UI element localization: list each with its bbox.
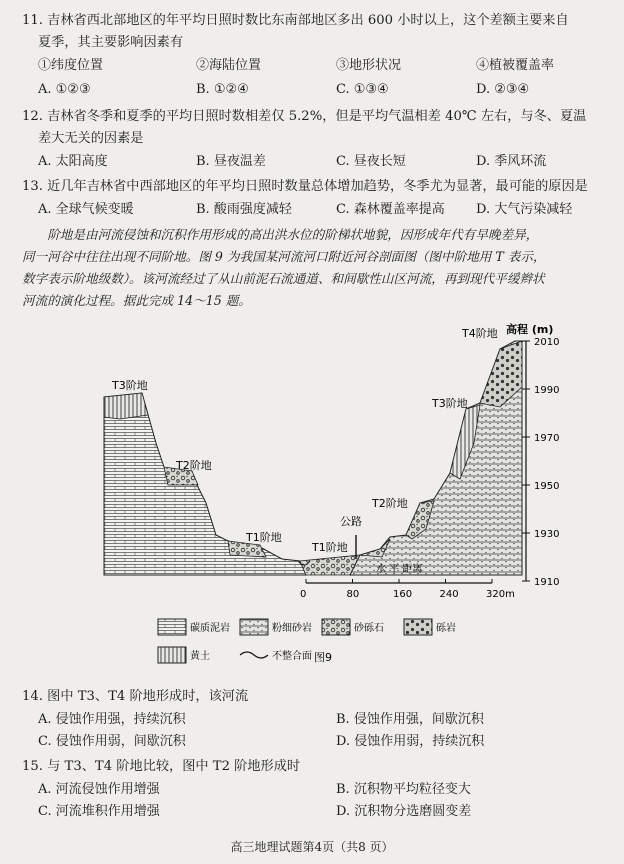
distance-tick-label: 80: [346, 589, 360, 600]
elevation-axis-title: 高程 (m): [506, 323, 554, 336]
passage-line3: 数字表示阶地级数）。该河流经过了从山前泥石流通道、和间歇性山区河流，再到现代平缓辫状: [22, 271, 545, 286]
q15-stem: 15. 与 T3、T4 阶地比较，图中 T2 阶地形成时: [22, 759, 301, 774]
q12-option-d[interactable]: D. 季风环流: [476, 154, 547, 169]
figure-legend: [158, 619, 456, 664]
distance-tick-label: 160: [393, 589, 413, 600]
q14-option-c[interactable]: C. 侵蚀作用弱，间歇沉积: [38, 734, 186, 749]
reading-passage: [22, 224, 607, 312]
distance-tick-label: 320m: [486, 589, 515, 600]
q11-stem: [22, 10, 607, 54]
q12-stem-line2: 差大无关的因素是: [38, 131, 144, 146]
q12-option-a[interactable]: A. 太阳高度: [38, 154, 108, 169]
q11-factor-2: ②海陆位置: [196, 58, 262, 73]
q13-option-b[interactable]: B. 酸雨强度减轻: [196, 202, 292, 217]
q13-option-a[interactable]: A. 全球气候变暖: [38, 202, 134, 217]
label-t4: T4阶地: [462, 327, 498, 340]
elevation-ticks: [522, 337, 559, 588]
elevation-tick-label: 1990: [534, 385, 560, 396]
q13-option-d[interactable]: D. 大气污染减轻: [476, 202, 573, 217]
figure-9-valley-profile: [60, 323, 580, 683]
distance-tick-label: 0: [300, 589, 307, 600]
legend-swatch-siltstone: [240, 619, 268, 635]
elevation-tick-label: 1950: [534, 481, 560, 492]
label-t3-right: T3阶地: [432, 397, 468, 410]
label-t1-right: T1阶地: [312, 541, 348, 554]
legend-swatch-shale: [158, 619, 186, 635]
q14-option-d[interactable]: D. 侵蚀作用弱，持续沉积: [336, 734, 485, 749]
q11-option-c[interactable]: C. ①③④: [336, 82, 389, 97]
distance-axis-title: 水 平 距离: [376, 564, 423, 575]
q15-option-b[interactable]: B. 沉积物平均粒径变大: [336, 782, 471, 797]
q11-factor-3: ③地形状况: [336, 58, 402, 73]
label-t2-right: T2阶地: [372, 497, 408, 510]
label-t2-left: T2阶地: [176, 459, 212, 472]
q15-option-d[interactable]: D. 沉积物分选磨圆变差: [336, 804, 472, 819]
passage-line1: 阶地是由河流侵蚀和沉积作用形成的高出洪水位的阶梯状地貌，因形成年代有早晚差异，: [47, 227, 539, 242]
legend-label-gravel: 砂砾石: [354, 623, 384, 634]
legend-swatch-gravel: [322, 619, 350, 635]
legend-label-shale: 碳质泥岩: [190, 623, 230, 634]
legend-label-loess: 黄土: [190, 651, 210, 662]
q14-option-a[interactable]: A. 侵蚀作用强，持续沉积: [38, 712, 186, 727]
legend-swatch-loess: [158, 647, 186, 663]
q14-option-b[interactable]: B. 侵蚀作用强，间歇沉积: [336, 712, 484, 727]
q12-option-b[interactable]: B. 昼夜温差: [196, 154, 266, 169]
label-road: 公路: [340, 515, 362, 528]
q15-option-c[interactable]: C. 河流堆积作用增强: [38, 804, 160, 819]
elevation-tick-label: 1930: [534, 529, 560, 540]
legend-label-unconformity: 不整合面: [272, 651, 312, 662]
passage-line2: 同一河谷中往往出现不同阶地。图 9 为我国某河流河口附近河谷剖面图（图中阶地用 T 表示，: [22, 249, 546, 264]
q11-option-b[interactable]: B. ①②④: [196, 82, 249, 97]
passage-line4: 河流的演化过程。据此完成 14～15 题。: [22, 293, 251, 308]
q11-factor-4: ④植被覆盖率: [476, 58, 555, 73]
legend-label-siltstone: 粉细砂岩: [272, 623, 312, 634]
q14-stem: 14. 图中 T3、T4 阶地形成时，该河流: [22, 689, 249, 704]
q12-stem-line1: 12. 吉林省冬季和夏季的平均日照时数相差仅 5.2%，但是平均气温相差 40℃ 左右，与冬、夏温: [22, 109, 587, 124]
label-t3-left: T3阶地: [112, 379, 148, 392]
q11-option-d[interactable]: D. ②③④: [476, 82, 530, 97]
label-t1-left: T1阶地: [246, 531, 282, 544]
q12-stem: [22, 106, 607, 150]
q13-option-c[interactable]: C. 森林覆盖率提高: [336, 202, 445, 217]
q11-factor-1: ①纬度位置: [38, 58, 104, 73]
elevation-tick-label: 1910: [534, 577, 560, 588]
left-bedrock: [104, 393, 306, 575]
page-footer: 高三地理试题第4页（共8 页）: [230, 840, 394, 854]
q15-option-a[interactable]: A. 河流侵蚀作用增强: [38, 782, 160, 797]
q13-stem: 13. 近几年吉林省中西部地区的年平均日照时数量总体增加趋势，冬季尤为显著，最可能的原因是: [22, 179, 588, 194]
legend-swatch-unconformity: [240, 652, 268, 658]
legend-label-conglomerate: 砾岩: [436, 623, 456, 634]
distance-ticks: [300, 579, 515, 600]
elevation-tick-label: 1970: [534, 433, 560, 444]
q12-option-c[interactable]: C. 昼夜长短: [336, 154, 406, 169]
q11-stem-line2: 夏季，其主要影响因素有: [38, 35, 184, 50]
left-t3-loess: [104, 393, 148, 419]
q11-option-a[interactable]: A. ①②③: [38, 82, 91, 97]
figure-caption: 图9: [314, 651, 332, 664]
legend-swatch-conglomerate: [404, 619, 432, 635]
q11-stem-line1: 11. 吉林省西北部地区的年平均日照时数比东南部地区多出 600 小时以上，这个差额主要来自: [22, 13, 569, 28]
distance-tick-label: 240: [439, 589, 459, 600]
elevation-tick-label: 2010: [534, 337, 560, 348]
